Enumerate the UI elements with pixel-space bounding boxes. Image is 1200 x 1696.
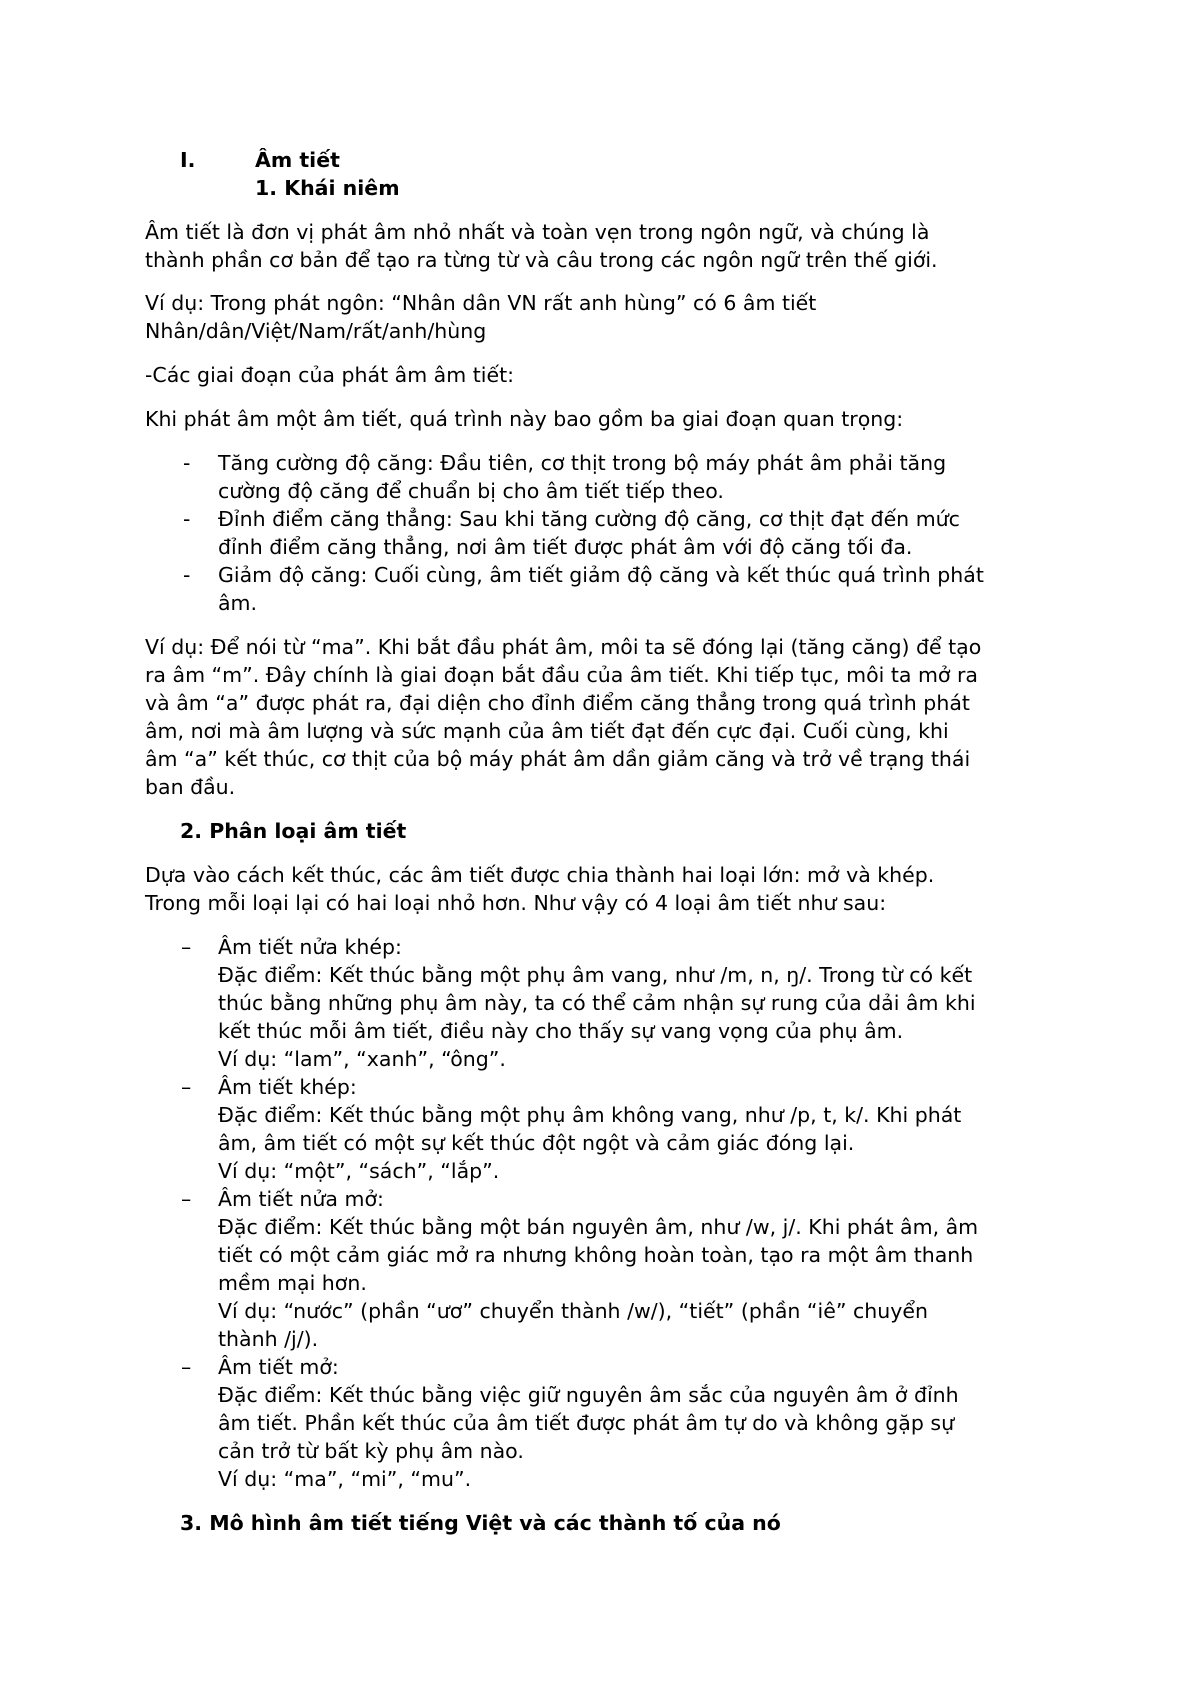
list-marker: - <box>183 507 191 531</box>
list-item-line: thúc bằng những phụ âm này, ta có thể cảm nhận sự rung của dải âm khi <box>218 991 976 1015</box>
paragraph-line: Âm tiết là đơn vị phát âm nhỏ nhất và toàn vẹn trong ngôn ngữ, và chúng là <box>145 220 930 244</box>
subsection-3-title: 3. Mô hình âm tiết tiếng Việt và các thành tố của nó <box>180 1511 781 1535</box>
paragraph-line: và âm “a” được phát ra, đại diện cho đỉnh điểm căng thẳng trong quá trình phát <box>145 691 970 715</box>
paragraph-line: ban đầu. <box>145 775 236 799</box>
list-item-line: Tăng cường độ căng: Đầu tiên, cơ thịt trong bộ máy phát âm phải tăng <box>218 451 947 475</box>
list-item-line: âm tiết. Phần kết thúc của âm tiết được phát âm tự do và không gặp sự <box>218 1411 955 1435</box>
paragraph-line: thành phần cơ bản để tạo ra từng từ và câu trong các ngôn ngữ trên thế giới. <box>145 248 938 272</box>
list-item-line: mềm mại hơn. <box>218 1271 367 1295</box>
section-numeral: I. <box>180 148 196 172</box>
list-item-line: thành /j/). <box>218 1327 319 1351</box>
subsection-2-title: 2. Phân loại âm tiết <box>180 819 407 843</box>
list-item-line: Âm tiết nửa khép: <box>218 935 402 959</box>
list-marker: – <box>181 1355 192 1379</box>
paragraph-line: Dựa vào cách kết thúc, các âm tiết được chia thành hai loại lớn: mở và khép. <box>145 863 935 887</box>
list-item-line: Ví dụ: “nước” (phần “ươ” chuyển thành /w/), “tiết” (phần “iê” chuyển <box>218 1299 928 1323</box>
list-item-line: âm. <box>218 591 258 615</box>
paragraph-line: Nhân/dân/Việt/Nam/rất/anh/hùng <box>145 319 487 343</box>
list-item-line: tiết có một cảm giác mở ra nhưng không hoàn toàn, tạo ra một âm thanh <box>218 1243 974 1267</box>
list-item-line: cường độ căng để chuẩn bị cho âm tiết tiếp theo. <box>218 479 724 503</box>
list-item-line: Ví dụ: “lam”, “xanh”, “ông”. <box>218 1047 506 1071</box>
list-item-line: Âm tiết khép: <box>218 1075 357 1099</box>
paragraph-line: ra âm “m”. Đây chính là giai đoạn bắt đầu của âm tiết. Khi tiếp tục, môi ta mở ra <box>145 663 978 687</box>
list-item-line: đỉnh điểm căng thẳng, nơi âm tiết được phát âm với độ căng tối đa. <box>218 535 913 559</box>
list-item-line: Đỉnh điểm căng thẳng: Sau khi tăng cường độ căng, cơ thịt đạt đến mức <box>218 507 960 531</box>
list-item-line: Ví dụ: “một”, “sách”, “lắp”. <box>218 1159 500 1183</box>
paragraph-line: Ví dụ: Trong phát ngôn: “Nhân dân VN rất anh hùng” có 6 âm tiết <box>145 291 817 315</box>
paragraph-line: -Các giai đoạn của phát âm âm tiết: <box>145 363 515 387</box>
paragraph-line: âm, nơi mà âm lượng và sức mạnh của âm tiết đạt đến cực đại. Cuối cùng, khi <box>145 719 949 743</box>
paragraph-line: Ví dụ: Để nói từ “ma”. Khi bắt đầu phát âm, môi ta sẽ đóng lại (tăng căng) để tạo <box>145 635 982 659</box>
list-item-line: cản trở từ bất kỳ phụ âm nào. <box>218 1439 524 1463</box>
list-item-line: âm, âm tiết có một sự kết thúc đột ngột và cảm giác đóng lại. <box>218 1131 855 1155</box>
list-item-line: Đặc điểm: Kết thúc bằng một phụ âm vang, như /m, n, ŋ/. Trong từ có kết <box>218 963 973 987</box>
list-marker: – <box>181 1075 192 1099</box>
list-marker: – <box>181 935 192 959</box>
list-item-line: Đặc điểm: Kết thúc bằng một phụ âm không vang, như /p, t, k/. Khi phát <box>218 1103 962 1127</box>
paragraph-line: Trong mỗi loại lại có hai loại nhỏ hơn. Như vậy có 4 loại âm tiết như sau: <box>145 891 887 915</box>
list-item-line: Giảm độ căng: Cuối cùng, âm tiết giảm độ căng và kết thúc quá trình phát <box>218 563 984 587</box>
list-item-line: kết thúc mỗi âm tiết, điều này cho thấy sự vang vọng của phụ âm. <box>218 1019 904 1043</box>
paragraph-line: âm “a” kết thúc, cơ thịt của bộ máy phát âm dần giảm căng và trở về trạng thái <box>145 747 971 771</box>
list-item-line: Đặc điểm: Kết thúc bằng một bán nguyên âm, như /w, j/. Khi phát âm, âm <box>218 1215 979 1239</box>
list-item-line: Ví dụ: “ma”, “mi”, “mu”. <box>218 1467 472 1491</box>
section-title: Âm tiết <box>255 148 340 172</box>
paragraph-line: Khi phát âm một âm tiết, quá trình này bao gồm ba giai đoạn quan trọng: <box>145 407 904 431</box>
list-marker: - <box>183 563 191 587</box>
list-item-line: Âm tiết nửa mở: <box>218 1187 384 1211</box>
list-marker: - <box>183 451 191 475</box>
list-item-line: Âm tiết mở: <box>218 1355 339 1379</box>
list-marker: – <box>181 1187 192 1211</box>
list-item-line: Đặc điểm: Kết thúc bằng việc giữ nguyên âm sắc của nguyên âm ở đỉnh <box>218 1383 959 1407</box>
subsection-1-title: 1. Khái niêm <box>255 176 400 200</box>
